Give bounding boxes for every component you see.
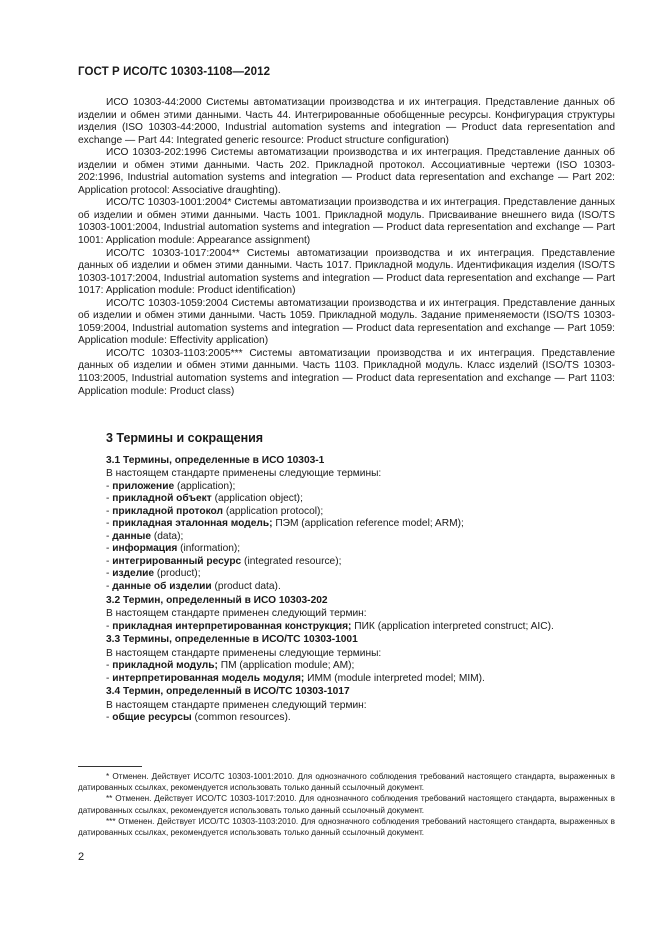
term-list (78, 481, 615, 594)
term-item: - данные (data); (106, 530, 184, 542)
term-gloss: (integrated resource); (241, 555, 342, 567)
reference-paragraph: ИСО 10303-202:1996 Системы автоматизации производства и их интеграция. Представление данных об изделии и обмен этими данными. Часть 202. Прикладной протокол. Ассоциативные чертежи (ISO 10303-202:1996, Industrial automation systems and integration — Product data representation and exchange — Part 202: Application protocol: Associative draughting). (78, 147, 615, 196)
reference-paragraph: ИСО 10303-44:2000 Системы автоматизации производства и их интеграция. Представление данных об изделии и обмен этими данными. Часть 44. Интегрированные обобщенные ресурсы. Конфигурация структуры изделия (ISO 10303-44:2000, Industrial automation systems and integration — Product data representation and exchange — Part 44: Integrated generic resource: Product structure configuration) (78, 97, 615, 146)
term: прикладная эталонная модель; (112, 518, 273, 530)
document-header: ГОСТ Р ИСО/ТС 10303-1108—2012 (78, 66, 271, 78)
term-list (78, 712, 615, 725)
subsection-lead: В настоящем стандарте применен следующий термин: (106, 608, 367, 620)
term: приложение (112, 480, 175, 492)
footnote: *** Отменен. Действует ИСО/ТС 10303-1103:2010. Для однозначного соблюдения требований настоящего стандарта, выраженных в датированных ссылках, рекомендуется использовать только данный ссылочный документ. (78, 816, 615, 838)
term-item: - данные об изделии (product data). (106, 581, 281, 593)
term-item: - информация (information); (106, 543, 241, 555)
term-list (78, 660, 615, 685)
term: данные об изделии (112, 581, 212, 593)
term: прикладная интерпретированная конструкция; (112, 620, 352, 632)
footnote-divider (78, 766, 142, 767)
subsection-lead: В настоящем стандарте применены следующие термины: (106, 647, 382, 659)
footnote: * Отменен. Действует ИСО/ТС 10303-1001:2010. Для однозначного соблюдения требований настоящего стандарта, выраженных в датированных ссылках, рекомендуется использовать только данный ссылочный документ. (78, 772, 615, 793)
term-gloss: (common resources). (191, 712, 291, 724)
term: изделие (112, 568, 155, 580)
term: интегрированный ресурс (112, 555, 242, 567)
subsection-lead: В настоящем стандарте применен следующий термин: (106, 699, 367, 711)
terms-section (78, 432, 615, 725)
normative-references (78, 97, 615, 398)
reference-paragraph: ИСО/ТС 10303-1001:2004* Системы автоматизации производства и их интеграция. Представление данных об изделии и обмен этими данными. Часть 1001. Прикладной модуль. Присваивание внешнего вида (ISO/TS 10303-1001:2004, Industrial automation systems and integration — Product data representation and exchange — Part 1001: Application module: Appearance assignment) (78, 197, 615, 247)
subsection-heading: 3.1 Термины, определенные в ИСО 10303-1 (106, 454, 325, 466)
subsection-lead: В настоящем стандарте применены следующие термины: (106, 468, 382, 480)
term-gloss: (product); (154, 568, 201, 580)
term-gloss: (application); (174, 480, 236, 492)
term-item: - изделие (product); (106, 568, 201, 580)
reference-paragraph: ИСО/ТС 10303-1103:2005*** Системы автоматизации производства и их интеграция. Представление данных об изделии и обмен этими данными. Часть 1103. Прикладной модуль. Класс изделий (ISO/TS 10303-1103:2005, Industrial automation systems and integration — Product data representation and exchange — Part 1103: Application module: Product class) (78, 347, 615, 397)
term-item: - прикладной объект (application object); (106, 493, 303, 505)
term-item: - интегрированный ресурс (integrated resource); (106, 555, 342, 567)
footnotes (78, 771, 615, 838)
term-item: - общие ресурсы (common resources). (106, 712, 291, 724)
term-list (78, 621, 615, 634)
reference-paragraph: ИСО/ТС 10303-1059:2004 Системы автоматизации производства и их интеграция. Представление данных об изделии и обмен этими данными. Часть 1059. Прикладной модуль. Задание применяемости (ISO/TS 10303-1059:2004, Industrial automation systems and integration — Product data representation and exchange — Part 1059: Application module: Effectivity application) (78, 297, 615, 347)
term-gloss: ИММ (module interpreted model; MIM). (304, 672, 485, 684)
subsection-heading: 3.2 Термин, определенный в ИСО 10303-202 (106, 594, 328, 606)
term: данные (112, 530, 152, 542)
subsection-heading: 3.3 Термины, определенные в ИСО/ТС 10303-1001 (106, 634, 358, 646)
term-gloss: ПЭМ (application reference model; ARM); (272, 518, 464, 530)
footnote: ** Отменен. Действует ИСО/ТС 10303-1017:2010. Для однозначного соблюдения требований настоящего стандарта, выраженных в датированных ссылках, рекомендуется использовать только данный ссылочный документ. (78, 794, 615, 815)
reference-paragraph: ИСО/ТС 10303-1017:2004** Системы автоматизации производства и их интеграция. Представление данных об изделии и обмен этими данными. Часть 1017. Прикладной модуль. Идентификация изделия (ISO/TS 10303-1017:2004, Industrial automation systems and integration — Product data representation and exchange — Part 1017: Application module: Product identification) (78, 247, 615, 297)
term-gloss: (product data). (211, 581, 281, 593)
subsection-heading: 3.4 Термин, определенный в ИСО/ТС 10303-1017 (106, 686, 350, 698)
term-item: - интерпретированная модель модуля; ИММ (module interpreted model; MIM). (106, 672, 485, 684)
term: интерпретированная модель модуля; (112, 672, 305, 684)
term: прикладной модуль; (112, 660, 218, 672)
term-gloss: (application object); (211, 493, 303, 505)
term-gloss: (data); (151, 530, 184, 542)
term: информация (112, 543, 178, 555)
term-gloss: ПИК (application interpreted construct; AIC). (351, 620, 554, 632)
term-item: - прикладной модуль; ПМ (application module; AM); (106, 660, 355, 672)
term-item: - прикладная интерпретированная конструкция; ПИК (application interpreted construct; AIC). (106, 620, 554, 632)
term: общие ресурсы (112, 712, 192, 724)
term: прикладной объект (112, 493, 212, 505)
term-gloss: (application protocol); (223, 505, 324, 517)
section-title: 3 Термины и сокращения (106, 431, 264, 445)
term-item: - прикладная эталонная модель; ПЭМ (application reference model; ARM); (106, 518, 464, 530)
term-gloss: (information); (177, 543, 241, 555)
page-number: 2 (78, 851, 85, 863)
term-item: - прикладной протокол (application protocol); (106, 505, 324, 517)
term-item: - приложение (application); (106, 480, 236, 492)
term: прикладной протокол (112, 505, 223, 517)
term-gloss: ПМ (application module; AM); (217, 660, 355, 672)
